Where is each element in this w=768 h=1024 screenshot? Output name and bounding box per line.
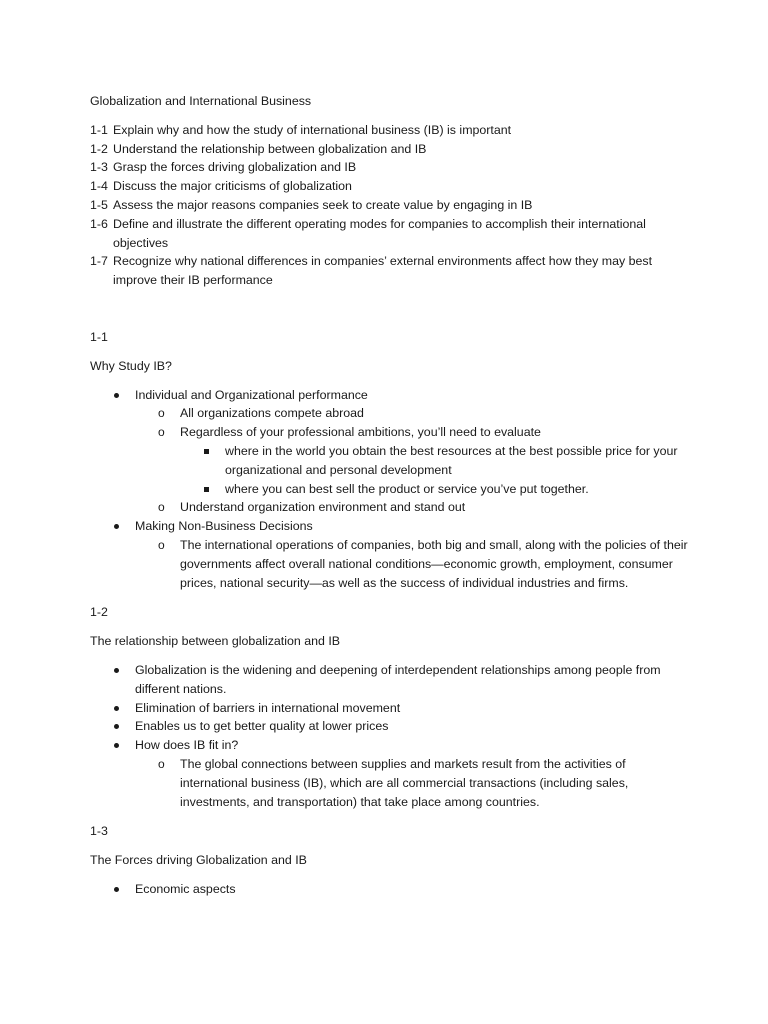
- objective-text: Explain why and how the study of international business (IB) is important: [113, 122, 512, 137]
- list-item: [90, 717, 690, 736]
- list-item: [135, 404, 690, 423]
- section-number: 1-2: [90, 605, 108, 620]
- list-item: [135, 423, 690, 498]
- section-title: The relationship between globalization and IB: [90, 634, 341, 649]
- list-item: [135, 498, 690, 517]
- list-item: [135, 755, 690, 811]
- bullet-dot-icon: [114, 393, 119, 398]
- list-item: [135, 536, 690, 592]
- section-number: 1-3: [90, 824, 108, 839]
- bullet-circle-icon: o: [158, 406, 165, 421]
- list-item-text: How does IB fit in?: [135, 738, 239, 753]
- list-item: [90, 880, 690, 899]
- objective-number: 1-1: [90, 122, 108, 137]
- bullet-dot-icon: [114, 668, 119, 673]
- list-item-text: The global connections between supplies and markets result from the activities of international business (IB), which are all commercial transactions (including sales, investments, and transportation) that take place among countries.: [180, 756, 629, 809]
- list-item: [90, 386, 690, 518]
- list-item: [90, 699, 690, 718]
- sub-sub-list: [180, 442, 690, 498]
- bullet-dot-icon: [114, 887, 119, 892]
- list-item-text: Individual and Organizational performance: [135, 387, 368, 402]
- objective-item: [90, 196, 690, 215]
- bullet-circle-icon: o: [158, 425, 165, 440]
- objective-number: 1-5: [90, 197, 108, 212]
- list-item-text: Making Non-Business Decisions: [135, 519, 313, 534]
- bullet-circle-icon: o: [158, 500, 165, 515]
- bullet-dot-icon: [114, 743, 119, 748]
- bullet-circle-icon: o: [158, 537, 165, 552]
- list-item-text: The international operations of companies, both big and small, along with the policies of their governments affect overall national conditions—economic growth, employment, consumer prices, national security—as well as the success of individual industries and firms.: [180, 537, 688, 590]
- bullet-dot-icon: [114, 524, 119, 529]
- bullet-circle-icon: o: [158, 756, 165, 771]
- objective-text: Assess the major reasons companies seek to create value by engaging in IB: [113, 197, 533, 212]
- objective-text: Recognize why national differences in companies’ external environments affect how they may best improve their IB performance: [113, 254, 653, 288]
- objective-item: [90, 121, 690, 140]
- bullet-list: [90, 386, 690, 593]
- objective-item: [90, 252, 690, 290]
- list-item-text: where you can best sell the product or service you’ve put together.: [225, 481, 589, 496]
- bullet-square-icon: [204, 487, 209, 492]
- objective-number: 1-6: [90, 216, 108, 231]
- list-item-text: Globalization is the widening and deepening of interdependent relationships among people from different nations.: [135, 662, 661, 696]
- objective-item: [90, 177, 690, 196]
- objective-text: Grasp the forces driving globalization and IB: [113, 160, 357, 175]
- section-title: Why Study IB?: [90, 358, 172, 373]
- bullet-list: [90, 661, 690, 811]
- objective-text: Discuss the major criticisms of globalization: [113, 179, 352, 194]
- list-item: [90, 736, 690, 811]
- objective-number: 1-3: [90, 160, 108, 175]
- section-number: 1-1: [90, 329, 108, 344]
- objective-text: Define and illustrate the different operating modes for companies to accomplish their international objectives: [113, 216, 646, 250]
- bullet-dot-icon: [114, 724, 119, 729]
- list-item: [180, 442, 690, 480]
- document-page: [90, 92, 690, 910]
- list-item: [180, 480, 690, 499]
- section-title: The Forces driving Globalization and IB: [90, 853, 307, 868]
- list-item-text: Regardless of your professional ambitions, you’ll need to evaluate: [180, 425, 541, 440]
- objective-number: 1-4: [90, 179, 108, 194]
- list-item-text: where in the world you obtain the best resources at the best possible price for your organizational and personal development: [225, 443, 678, 477]
- sub-list: [135, 536, 690, 592]
- objective-number: 1-7: [90, 254, 108, 269]
- objective-item: [90, 158, 690, 177]
- objective-item: [90, 140, 690, 159]
- list-item-text: Elimination of barriers in international movement: [135, 700, 401, 715]
- document-title: Globalization and International Business: [90, 94, 312, 108]
- list-item-text: Enables us to get better quality at lower prices: [135, 719, 389, 734]
- list-item: [90, 517, 690, 592]
- list-item-text: Understand organization environment and stand out: [180, 500, 466, 515]
- objective-number: 1-2: [90, 141, 108, 156]
- bullet-square-icon: [204, 449, 209, 454]
- list-item: [90, 661, 690, 699]
- bullet-dot-icon: [114, 706, 119, 711]
- list-item-text: All organizations compete abroad: [180, 406, 364, 421]
- sub-list: [135, 755, 690, 811]
- objective-item: [90, 215, 690, 253]
- objective-text: Understand the relationship between globalization and IB: [113, 141, 427, 156]
- sub-list: [135, 404, 690, 517]
- list-item-text: Economic aspects: [135, 881, 236, 896]
- objectives-list: [90, 121, 690, 290]
- bullet-list: [90, 880, 690, 899]
